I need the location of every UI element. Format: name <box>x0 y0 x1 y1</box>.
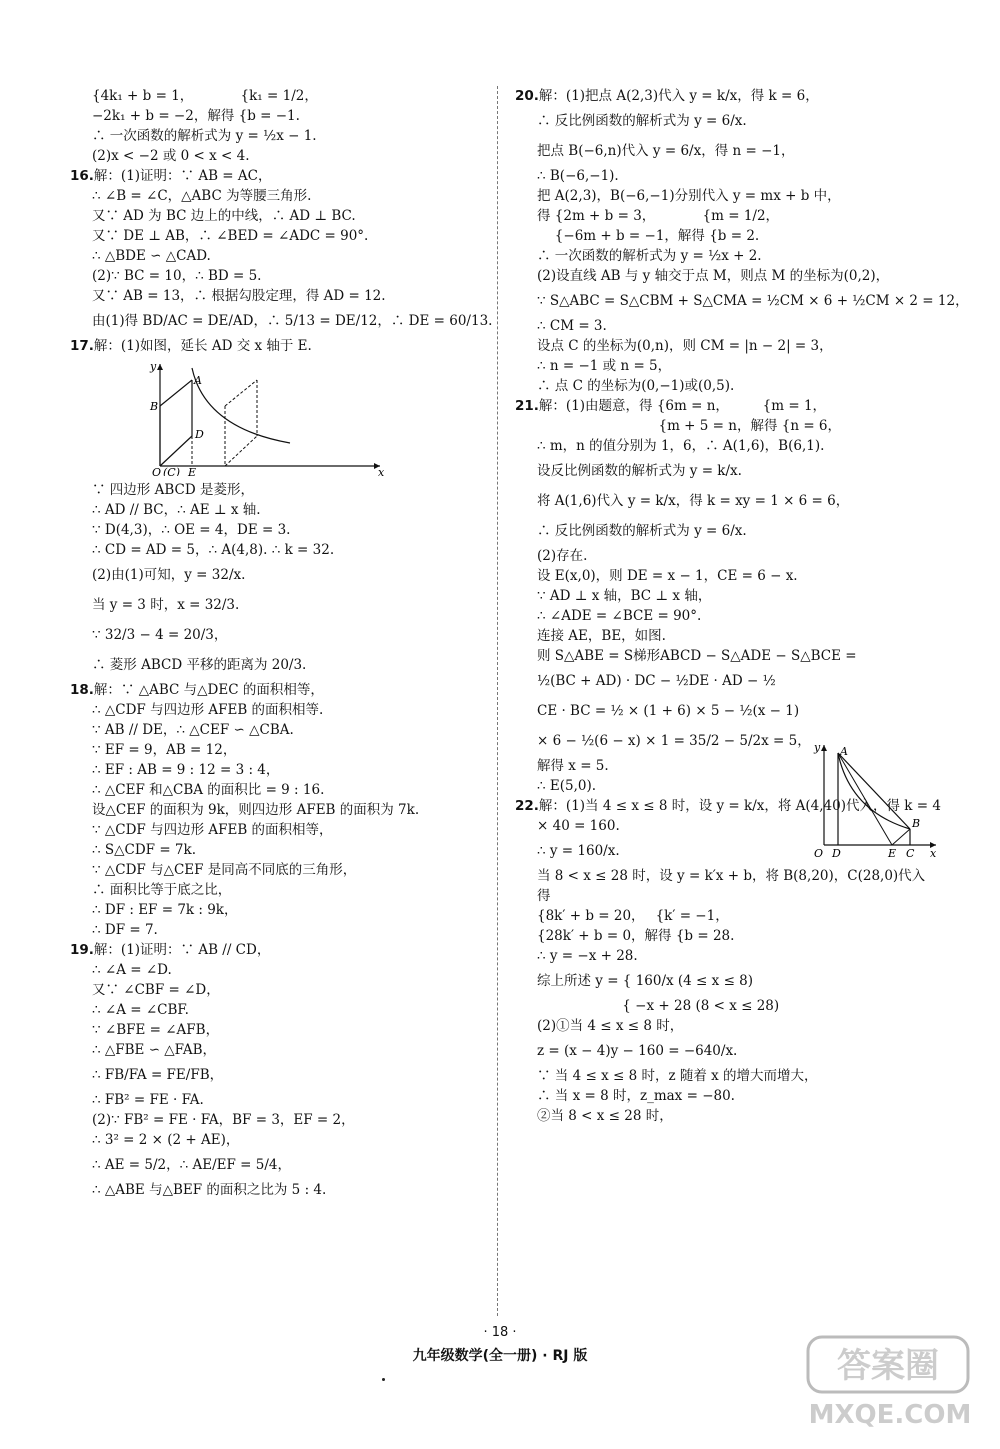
line-text: ∴ 3² = 2 × (2 + AE)， <box>92 1132 240 1148</box>
axis-y-label: y <box>150 360 157 373</box>
line-text: {−6m + b = −1，解得 {b = 2. <box>537 228 760 244</box>
answer-line <box>515 1016 945 1036</box>
line-text: ∴ B(−6,−1). <box>537 168 619 184</box>
answer-line <box>70 1110 480 1130</box>
answer-line <box>515 456 945 486</box>
left-column <box>70 86 493 1200</box>
answer-line <box>70 840 480 860</box>
line-text: ∵ AB // DE，∴ △CEF ∽ △CBA. <box>92 722 294 738</box>
point-d-label: D <box>195 428 204 441</box>
line-text: 将 A(1,6)代入 y = k/x，得 k = xy = 1 × 6 = 6， <box>537 493 850 509</box>
answer-line <box>515 926 945 946</box>
answer-line <box>515 666 945 696</box>
line-text: 当 y = 3 时，x = 32/3. <box>92 597 240 613</box>
book-title: 九年级数学(全一册) · RJ 版 <box>412 1348 588 1364</box>
line-text: (2)x < −2 或 0 < x < 4. <box>92 148 250 164</box>
answer-line <box>515 586 945 606</box>
answer-line <box>515 606 945 626</box>
answer-line <box>515 416 945 436</box>
watermark-top: 答案圈 <box>837 1346 939 1386</box>
line-text: 解：(1)当 4 ≤ x ≤ 8 时，设 y = k/x，将 A(4,40)代入，得 k = 4 <box>538 798 941 814</box>
answer-line <box>70 760 480 780</box>
question-number: 16. <box>70 168 94 184</box>
line-text: (2)∵ BC = 10，∴ BD = 5. <box>92 268 262 284</box>
line-text: ∴ n = −1 或 n = 5， <box>537 358 672 374</box>
line-text: ∴ △ABE 与△BEF 的面积之比为 5 : 4. <box>92 1182 327 1198</box>
line-text: ∴ m，n 的值分别为 1，6，∴ A(1,6)，B(6,1). <box>537 438 825 454</box>
axis-x-label: x <box>378 466 385 476</box>
answer-line <box>515 516 945 546</box>
question-start <box>70 680 480 700</box>
answer-line <box>70 86 480 106</box>
answer-line <box>515 336 945 356</box>
fig21-a-label: A <box>840 745 848 758</box>
answer-line <box>70 266 480 286</box>
line-text: ∴ S△CDF = 7k. <box>92 842 196 858</box>
line-text: ∴ ∠A = ∠CBF. <box>92 1002 189 1018</box>
answer-line <box>70 900 480 920</box>
answer-line <box>70 226 480 246</box>
line-text: ∴ 反比例函数的解析式为 y = 6/x. <box>537 523 747 539</box>
line-text: ∵ △CDF 与△CEF 是同高不同底的三角形， <box>92 862 357 878</box>
line-text: ∵ 四边形 ABCD 是菱形， <box>92 482 254 498</box>
line-text: z = (x − 4)y − 160 = −640/x. <box>537 1043 738 1059</box>
line-text: 得 <box>537 888 551 904</box>
line-text: ∴ ∠ADE = ∠BCE = 90°. <box>537 608 702 624</box>
line-text: {4k₁ + b = 1， {k₁ = 1/2， <box>92 88 318 104</box>
line-text: ②当 8 < x ≤ 28 时， <box>537 1108 673 1124</box>
line-text: 解：(1)证明：∵ AB = AC， <box>93 168 272 184</box>
answer-line <box>515 696 945 726</box>
answer-line <box>70 126 480 146</box>
line-text: 设点 C 的坐标为(0,n)，则 CM = |n − 2| = 3， <box>537 338 833 354</box>
answer-line <box>515 206 945 226</box>
line-text: ∴ 当 x = 8 时，z_max = −80. <box>537 1088 735 1104</box>
question-number: 17. <box>70 338 94 354</box>
answer-line <box>515 626 945 646</box>
fig21-e-label: E <box>888 847 897 860</box>
line-text: {8k′ + b = 20， {k′ = −1， <box>537 908 729 924</box>
line-text: −2k₁ + b = −2，解得 {b = −1. <box>92 108 300 124</box>
answer-line <box>70 540 480 560</box>
line-text: 解：(1)把点 A(2,3)代入 y = k/x，得 k = 6， <box>538 88 819 104</box>
answer-line <box>70 1180 480 1200</box>
answer-line <box>70 500 480 520</box>
answer-line <box>70 880 480 900</box>
line-text: ∴ △CDF 与四边形 AFEB 的面积相等. <box>92 702 324 718</box>
line-text: ∵ S△ABC = S△CBM + S△CMA = ½CM × 6 + ½CM × 2 = 12， <box>537 293 969 309</box>
column-divider <box>497 86 498 1316</box>
line-text: 则 S△ABE = S梯形ABCD − S△ADE − S△BCE = <box>537 648 857 664</box>
answer-line <box>515 246 945 266</box>
line-text: ∴ 面积比等于底之比， <box>92 882 232 898</box>
answer-line <box>515 1106 945 1126</box>
answer-line <box>70 306 493 336</box>
line-text: ∴ 菱形 ABCD 平移的距离为 20/3. <box>92 657 307 673</box>
answer-line <box>515 1036 945 1066</box>
answer-line <box>70 520 480 540</box>
line-text: ∴ △FBE ∽ △FAB， <box>92 1042 217 1058</box>
fig21-y-label: y <box>814 741 821 754</box>
watermark-logo <box>800 1327 980 1437</box>
question-start <box>515 396 945 416</box>
fig21-d-label: D <box>832 847 841 860</box>
line-text: ∵ AD ⊥ x 轴，BC ⊥ x 轴， <box>537 588 712 604</box>
answer-line <box>515 136 945 166</box>
line-text: 把点 B(−6,n)代入 y = 6/x，得 n = −1， <box>537 143 795 159</box>
answer-line <box>70 146 480 166</box>
answer-line <box>70 186 480 206</box>
fig21-c-label: C <box>906 847 915 860</box>
point-b-label: B <box>150 400 159 413</box>
answer-line <box>70 620 480 650</box>
line-text: ∵ ∠BFE = ∠AFB， <box>92 1022 220 1038</box>
answer-line <box>70 800 480 820</box>
answer-line <box>515 226 945 246</box>
line-text: 设反比例函数的解析式为 y = k/x. <box>537 463 742 479</box>
answer-line <box>515 356 945 376</box>
page-number: · 18 · <box>483 1325 517 1340</box>
answer-line <box>515 866 945 886</box>
line-text: 解：(1)证明：∵ AB // CD， <box>93 942 271 958</box>
line-text: ∵ 当 4 ≤ x ≤ 8 时，z 随着 x 的增大而增大， <box>537 1068 818 1084</box>
answer-line <box>515 436 945 456</box>
answer-line <box>515 1066 945 1086</box>
line-text: ∴ △BDE ∽ △CAD. <box>92 248 211 264</box>
right-column <box>515 86 969 1126</box>
line-text: ∴ y = −x + 28. <box>537 948 638 964</box>
line-text: ∵ D(4,3)，∴ OE = 4，DE = 3. <box>92 522 291 538</box>
question-start <box>70 166 480 186</box>
answer-line <box>515 996 945 1016</box>
line-text: × 6 − ½(6 − x) × 1 = 35/2 − 5/2x = 5， <box>537 733 811 749</box>
answer-line <box>70 820 480 840</box>
line-text: ∴ CD = AD = 5，∴ A(4,8). ∴ k = 32. <box>92 542 335 558</box>
figure-17 <box>130 358 480 476</box>
answer-line <box>70 980 480 1000</box>
line-text: ∴ DF : EF = 7k : 9k， <box>92 902 238 918</box>
answer-line <box>70 1000 480 1020</box>
line-text: ∴ CM = 3. <box>537 318 607 334</box>
line-text: ∴ 点 C 的坐标为(0,−1)或(0,5). <box>537 378 735 394</box>
line-text: × 40 = 160. <box>537 818 620 834</box>
question-number: 22. <box>515 798 539 814</box>
answer-line <box>70 1150 480 1180</box>
line-text: ∴ ∠B = ∠C，△ABC 为等腰三角形. <box>92 188 312 204</box>
point-e-label: E <box>188 466 197 476</box>
line-text: 设 E(x,0)，则 DE = x − 1，CE = 6 − x. <box>537 568 798 584</box>
line-text: ∵ EF = 9，AB = 12， <box>92 742 237 758</box>
line-text: ∵ 32/3 − 4 = 20/3， <box>92 627 228 643</box>
answer-line <box>70 246 480 266</box>
question-number: 18. <box>70 682 94 698</box>
line-text: 解：(1)由题意，得 {6m = n， {m = 1， <box>538 398 827 414</box>
line-text: CE · BC = ½ × (1 + 6) × 5 − ½(x − 1) <box>537 703 800 719</box>
line-text: ∴ DF = 7. <box>92 922 158 938</box>
answer-line <box>70 650 480 680</box>
answer-line <box>515 906 945 926</box>
answer-line <box>70 1040 480 1060</box>
answer-line <box>515 166 945 186</box>
answer-line <box>515 186 945 206</box>
answer-line <box>515 376 945 396</box>
line-text: (2)∵ FB² = FE · FA，BF = 3，EF = 2， <box>92 1112 355 1128</box>
answer-line <box>70 860 480 880</box>
line-text: 又∵ AD 为 BC 边上的中线，∴ AD ⊥ BC. <box>92 208 356 224</box>
line-text: ∴ 一次函数的解析式为 y = ½x + 2. <box>537 248 762 264</box>
answer-line <box>515 946 945 966</box>
answer-line <box>70 480 480 500</box>
line-text: 得 {2m + b = 3， {m = 1/2， <box>537 208 780 224</box>
watermark-bottom: MXQE.COM <box>808 1400 972 1430</box>
answer-line <box>515 486 945 516</box>
answer-line <box>70 700 480 720</box>
line-text: 连接 AE，BE，如图. <box>537 628 666 644</box>
fig21-diagram <box>810 741 940 861</box>
line-text: ∴ EF : AB = 9 : 12 = 3 : 4， <box>92 762 280 778</box>
answer-line <box>70 560 480 590</box>
line-text: ∴ ∠A = ∠D. <box>92 962 172 978</box>
line-text: ½(BC + AD) · DC − ½DE · AD − ½ <box>537 673 776 689</box>
line-text: 把 A(2,3)，B(−6,−1)分别代入 y = mx + b 中， <box>537 188 841 204</box>
question-start <box>515 86 945 106</box>
answer-line <box>70 1130 480 1150</box>
question-number: 21. <box>515 398 539 414</box>
line-text: 又∵ ∠CBF = ∠D， <box>92 982 220 998</box>
stray-dot <box>382 1378 385 1381</box>
answer-line <box>515 106 945 136</box>
answer-line <box>515 966 945 996</box>
line-text: (2)①当 4 ≤ x ≤ 8 时， <box>537 1018 684 1034</box>
line-text: (2)设直线 AB 与 y 轴交于点 M，则点 M 的坐标为(0,2)， <box>537 268 890 284</box>
line-text: ∵ △CDF 与四边形 AFEB 的面积相等， <box>92 822 333 838</box>
answer-line <box>70 1020 480 1040</box>
point-c-label: (C) <box>163 466 180 476</box>
answer-line <box>70 720 480 740</box>
line-text: { −x + 28 (8 < x ≤ 28) <box>537 998 780 1014</box>
line-text: ∴ 反比例函数的解析式为 y = 6/x. <box>537 113 747 129</box>
line-text: ∴ AE = 5/2，∴ AE/EF = 5/4， <box>92 1157 291 1173</box>
line-text: (2)由(1)可知，y = 32/x. <box>92 567 246 583</box>
answer-line <box>515 266 945 286</box>
answer-line <box>70 286 480 306</box>
answer-line <box>70 740 480 760</box>
line-text: 又∵ DE ⊥ AB，∴ ∠BED = ∠ADC = 90°. <box>92 228 369 244</box>
line-text: ∴ AD // BC，∴ AE ⊥ x 轴. <box>92 502 261 518</box>
line-text: 又∵ AB = 13，∴ 根据勾股定理，得 AD = 12. <box>92 288 386 304</box>
answer-line <box>515 646 945 666</box>
answer-line <box>515 286 969 316</box>
answer-line <box>70 206 480 226</box>
point-a-label: A <box>194 374 202 387</box>
answer-line <box>70 780 480 800</box>
line-text: 解：∵ △ABC 与△DEC 的面积相等， <box>93 682 324 698</box>
answer-line <box>70 960 480 980</box>
line-text: (2)存在. <box>537 548 588 564</box>
line-text: {m + 5 = n，解得 {n = 6， <box>537 418 842 434</box>
answer-line <box>515 316 945 336</box>
answer-line <box>70 106 480 126</box>
line-text: ∴ △CEF 和△CBA 的面积比 = 9 : 16. <box>92 782 325 798</box>
line-text: 综上所述 y = { 160/x (4 ≤ x ≤ 8) <box>537 973 754 989</box>
answer-line <box>515 886 945 906</box>
answer-line <box>515 566 945 586</box>
fig21-b-label: B <box>912 817 921 830</box>
answer-line <box>70 1090 480 1110</box>
line-text: 设△CEF 的面积为 9k，则四边形 AFEB 的面积为 7k. <box>92 802 420 818</box>
answer-line <box>515 1086 945 1106</box>
line-text: ∴ FB² = FE · FA. <box>92 1092 204 1108</box>
answer-line <box>515 546 945 566</box>
question-start <box>70 940 480 960</box>
fig21-o-label: O <box>814 847 824 860</box>
rhombus-hyperbola-diagram <box>130 358 390 476</box>
line-text: 当 8 < x ≤ 28 时，设 y = k′x + b，将 B(8,20)，C(28,0)代入 <box>537 868 926 884</box>
line-text: {28k′ + b = 0，解得 {b = 28. <box>537 928 735 944</box>
line-text: ∴ y = 160/x. <box>537 843 620 859</box>
answer-line <box>70 590 480 620</box>
line-text: 解：(1)如图，延长 AD 交 x 轴于 E. <box>93 338 312 354</box>
question-number: 20. <box>515 88 539 104</box>
line-text: ∴ E(5,0). <box>537 778 597 794</box>
fig21-x-label: x <box>930 847 937 860</box>
answer-line <box>70 1060 480 1090</box>
origin-label: O <box>152 466 162 476</box>
line-text: 由(1)得 BD/AC = DE/AD，∴ 5/13 = DE/12，∴ DE = 60/13. <box>92 313 493 329</box>
line-text: 解得 x = 5. <box>537 758 609 774</box>
answer-line <box>70 920 480 940</box>
question-number: 19. <box>70 942 94 958</box>
question-start <box>70 336 480 356</box>
line-text: ∴ FB/FA = FE/FB， <box>92 1067 224 1083</box>
line-text: ∴ 一次函数的解析式为 y = ½x − 1. <box>92 128 317 144</box>
